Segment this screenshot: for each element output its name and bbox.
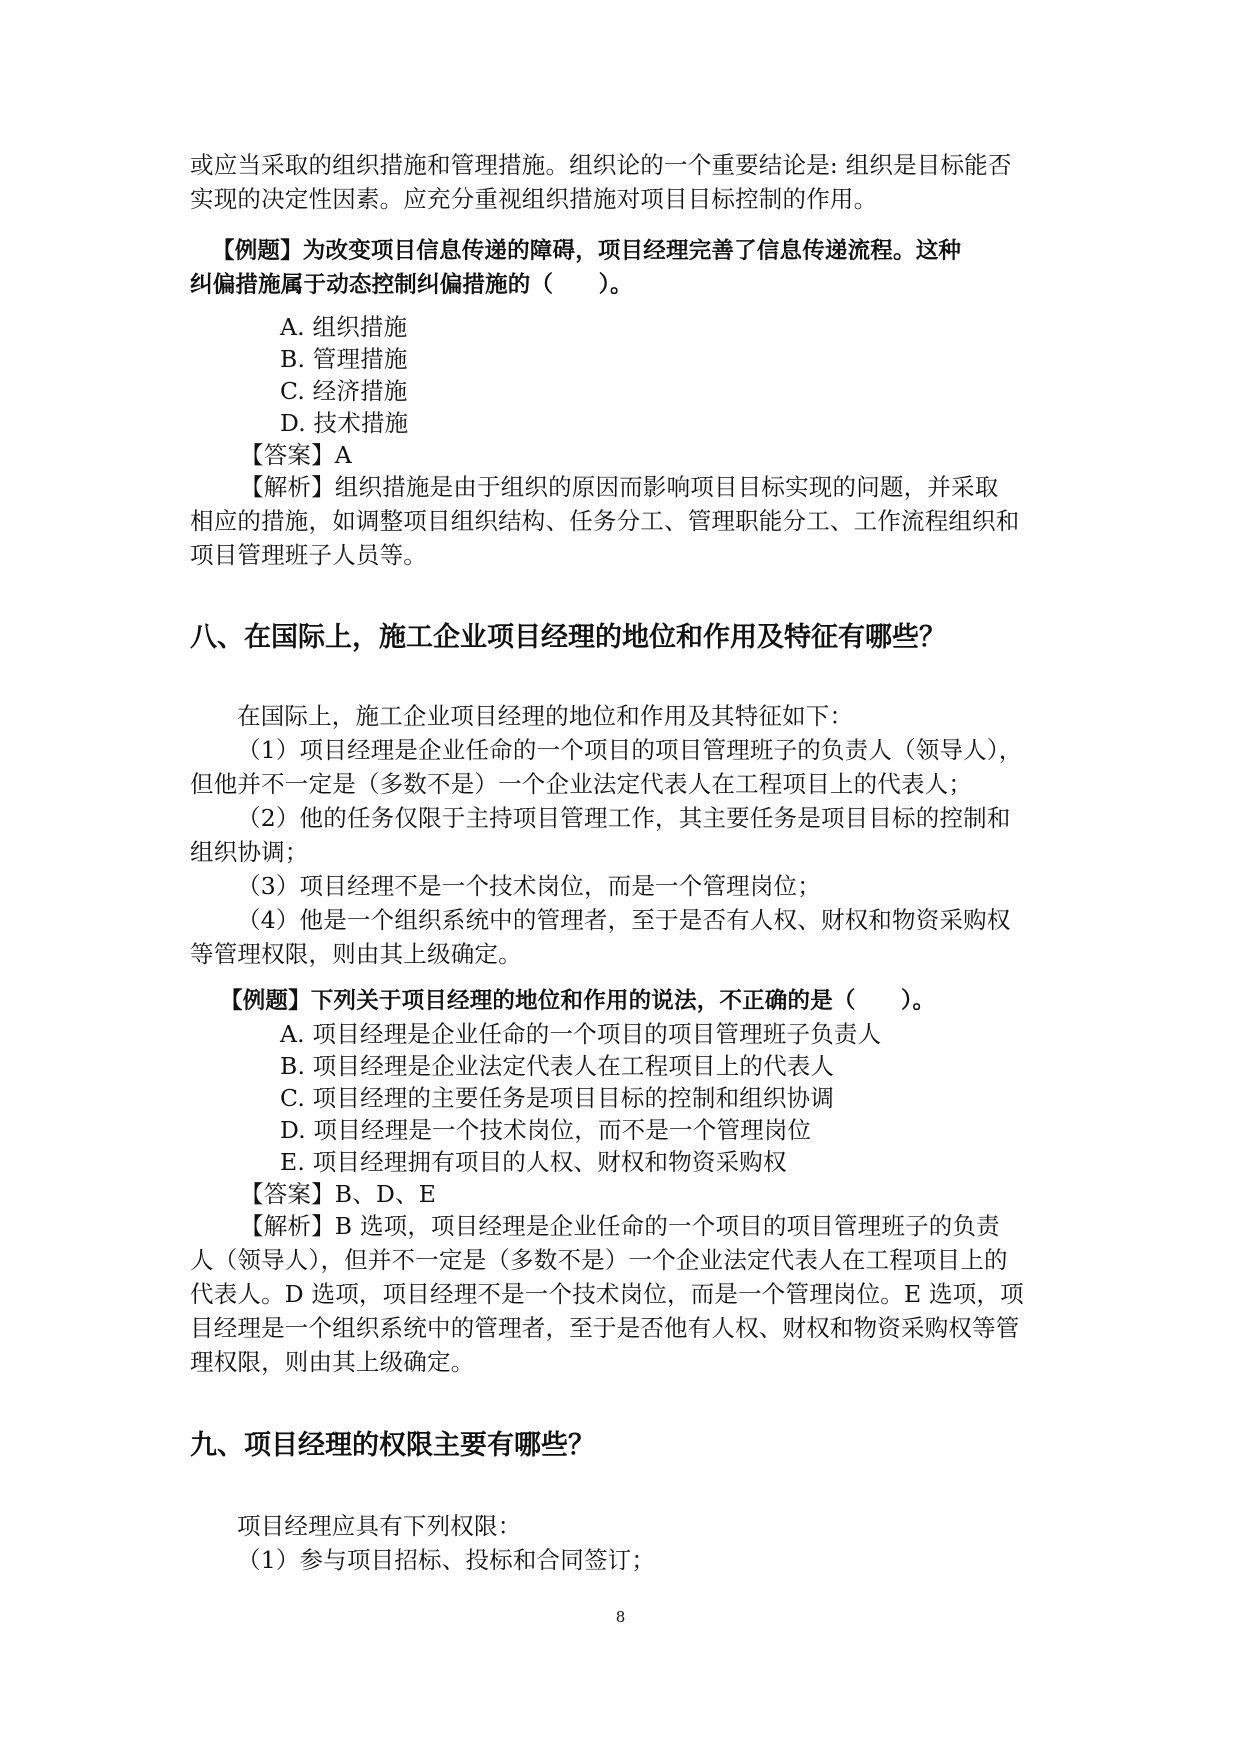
option-b: B. 管理措施: [280, 345, 408, 373]
paragraph-line: 组织协调；: [190, 838, 309, 866]
analysis-line: 项目管理班子人员等。: [190, 541, 427, 569]
example-question: 【例题】为改变项目信息传递的障碍，项目经理完善了信息传递流程。这种: [212, 238, 962, 264]
option-d: D. 项目经理是一个技术岗位，而不是一个管理岗位: [280, 1116, 812, 1144]
example-question: 纠偏措施属于动态控制纠偏措施的（ ）。: [190, 272, 633, 298]
analysis-line: 理权限，则由其上级确定。: [190, 1348, 475, 1376]
option-d: D. 技术措施: [280, 409, 409, 437]
page-number: 8: [615, 1608, 626, 1626]
section-heading: 八、在国际上，施工企业项目经理的地位和作用及特征有哪些？: [190, 622, 946, 653]
paragraph-line: 但他并不一定是（多数不是）一个企业法定代表人在工程项目上的代表人；: [190, 770, 973, 798]
option-a: A. 组织措施: [280, 313, 408, 341]
section-heading: 九、项目经理的权限主要有哪些？: [190, 1430, 595, 1461]
option-e: E. 项目经理拥有项目的人权、财权和物资采购权: [280, 1148, 787, 1176]
paragraph-line: （3）项目经理不是一个技术岗位，而是一个管理岗位；: [237, 872, 821, 900]
option-c: C. 项目经理的主要任务是项目目标的控制和组织协调: [280, 1084, 835, 1112]
paragraph-line: 等管理权限，则由其上级确定。: [190, 940, 522, 968]
option-c: C. 经济措施: [280, 377, 408, 405]
paragraph-line: 项目经理应具有下列权限：: [237, 1512, 522, 1540]
analysis-line: 人（领导人），但并不一定是（多数不是）一个企业法定代表人在工程项目上的: [190, 1246, 1008, 1274]
option-b: B. 项目经理是企业法定代表人在工程项目上的代表人: [280, 1052, 835, 1080]
analysis-line: 代表人。D 选项，项目经理不是一个技术岗位，而是一个管理岗位。E 选项，项: [190, 1280, 1024, 1308]
analysis-line: 【解析】B 选项，项目经理是企业任命的一个项目的项目管理班子的负责: [240, 1212, 1000, 1240]
analysis-line: 【解析】组织措施是由于组织的原因而影响项目目标实现的问题，并采取: [240, 473, 999, 501]
paragraph-line: 在国际上，施工企业项目经理的地位和作用及其特征如下：: [237, 702, 854, 730]
example-question: 【例题】下列关于项目经理的地位和作用的说法，不正确的是（ ）。: [220, 988, 936, 1014]
paragraph-line: 实现的决定性因素。应充分重视组织措施对项目目标控制的作用。: [190, 185, 878, 213]
paragraph-line: （1）项目经理是企业任命的一个项目的项目管理班子的负责人（领导人），: [237, 736, 1023, 764]
paragraph-line: （2）他的任务仅限于主持项目管理工作，其主要任务是项目目标的控制和: [237, 804, 1011, 832]
paragraph-line: （4）他是一个组织系统中的管理者，至于是否有人权、财权和物资采购权: [237, 906, 1011, 934]
answer: 【答案】A: [240, 441, 352, 469]
analysis-line: 相应的措施，如调整项目组织结构、任务分工、管理职能分工、工作流程组织和: [190, 507, 1020, 535]
paragraph-line: （1）参与项目招标、投标和合同签订；: [237, 1546, 656, 1574]
option-a: A. 项目经理是企业任命的一个项目的项目管理班子负责人: [280, 1020, 882, 1048]
paragraph-line: 或应当采取的组织措施和管理措施。组织论的一个重要结论是: 组织是目标能否: [190, 151, 1012, 179]
answer: 【答案】B、D、E: [240, 1180, 437, 1208]
analysis-line: 目经理是一个组织系统中的管理者，至于是否他有人权、财权和物资采购权等管: [190, 1314, 1020, 1342]
